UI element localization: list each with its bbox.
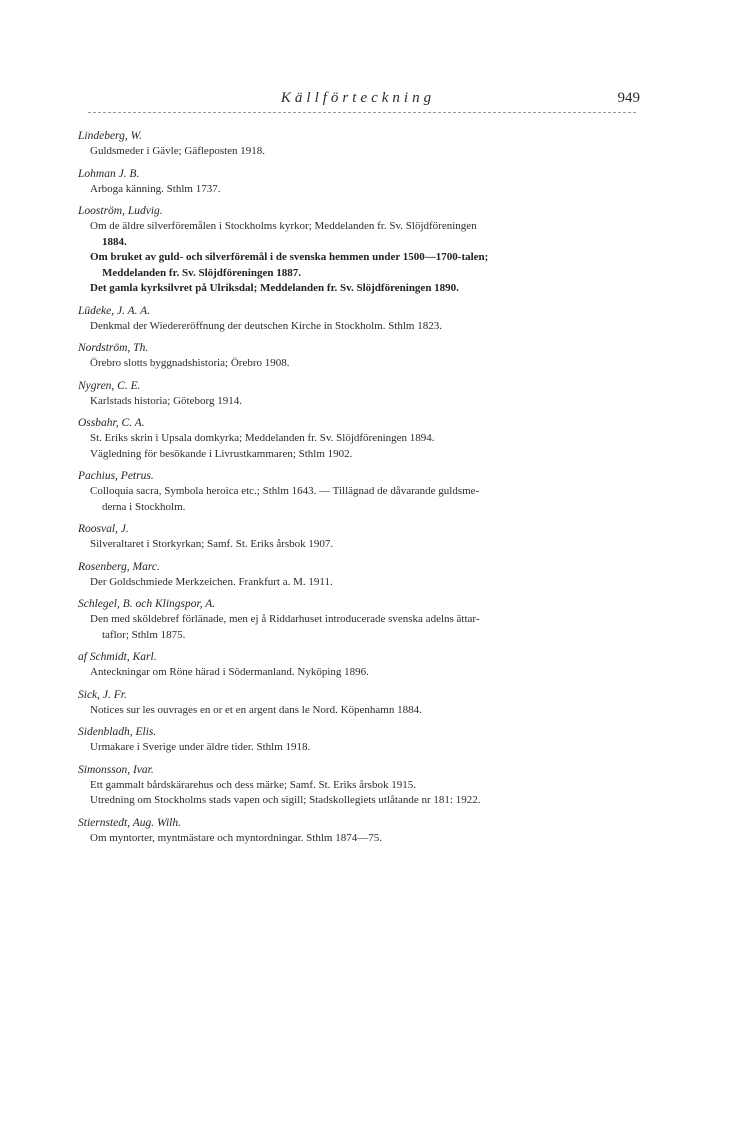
entry-work-line: Vägledning för besökande i Livrustkammaren; Sthlm 1902. [90,447,353,460]
entry-work-line: Om bruket av guld- och silverföremål i de svenska hemmen under 1500—1700-talen; [90,251,489,263]
entry-work-line: Colloquia sacra, Symbola heroica etc.; Sthlm 1643. — Tillägnad de dåvarande guldsme- [90,485,480,497]
entry-author: Lüdeke, J. A. A. [78,304,151,317]
entry-work-line: St. Eriks skrin i Upsala domkyrka; Meddelanden fr. Sv. Slöjdföreningen 1894. [90,432,435,444]
bibliography-entry [78,596,648,643]
entry-work-line: Ett gammalt bårdskärarehus och dess märke; Samf. St. Eriks årsbok 1915. [90,778,416,791]
entry-work-line: Notices sur les ouvrages en or et en argent dans le Nord. Köpenhamn 1884. [90,703,422,716]
entry-author: Schlegel, B. och Klingspor, A. [78,598,216,610]
bibliography-list [78,128,648,852]
bibliography-entry [78,468,648,515]
bibliography-entry [78,378,648,410]
entry-author: Rosenberg, Marc. [78,560,160,573]
entry-work-line: derna i Stockholm. [102,500,186,513]
bibliography-entry [78,166,648,198]
entry-author: Nygren, C. E. [78,379,141,392]
entry-work-line: Anteckningar om Röne härad i Södermanland. Nyköping 1896. [90,666,369,678]
entry-author: Sick, J. Fr. [78,688,127,701]
bibliography-entry [78,649,648,681]
bibliography-entry [78,687,648,719]
entry-work-line: taflor; Sthlm 1875. [102,628,186,641]
entry-author: Lohman J. B. [78,167,140,180]
entry-work-line: Om myntorter, myntmästare och myntordningar. Sthlm 1874—75. [90,831,382,844]
entry-work-line: Der Goldschmiede Merkzeichen. Frankfurt a. M. 1911. [90,575,333,588]
entry-work-line: Urmakare i Sverige under äldre tider. Sthlm 1918. [90,741,311,753]
header-rule [88,112,636,113]
entry-author: Nordström, Th. [78,342,149,354]
entry-author: Sidenbladh, Elis. [78,726,157,738]
bibliography-entry [78,559,648,591]
bibliography-entry [78,203,648,297]
entry-work-line: Örebro slotts byggnadshistoria; Örebro 1908. [90,357,290,369]
entry-work-line: Karlstads historia; Göteborg 1914. [90,394,242,407]
entry-work-line: Om de äldre silverföremålen i Stockholms kyrkor; Meddelanden fr. Sv. Slöjdföreningen [90,220,477,232]
running-title: Källförteckning [280,90,436,106]
page-number: 949 [617,90,640,106]
entry-work-line: Det gamla kyrksilvret på Ulriksdal; Meddelanden fr. Sv. Slöjdföreningen 1890. [90,282,459,294]
entry-work-line: Meddelanden fr. Sv. Slöjdföreningen 1887. [102,266,301,279]
entry-work-line: Den med sköldebref förlänade, men ej å Riddarhuset introducerade svenska adelns ättar- [90,613,480,625]
entry-author: Lindeberg, W. [78,130,142,142]
entry-work-line: Utredning om Stockholms stads vapen och sigill; Stadskollegiets utlåtande nr 181: 1922. [90,794,481,806]
entry-author: Ossbahr, C. A. [78,417,145,429]
bibliography-entry [78,762,648,809]
bibliography-entry [78,128,648,160]
entry-author: Stiernstedt, Aug. Wilh. [78,816,181,829]
entry-author: Looström, Ludvig. [78,205,163,217]
entry-author: Simonsson, Ivar. [78,763,154,776]
bibliography-entry [78,815,648,847]
bibliography-entry [78,415,648,462]
entry-work-line: Denkmal der Wiedereröffnung der deutschen Kirche in Stockholm. Sthlm 1823. [90,319,442,332]
page-header [80,88,640,114]
entry-author: Pachius, Petrus. [78,470,154,482]
bibliography-entry [78,724,648,756]
entry-work-line: Arboga känning. Sthlm 1737. [90,182,221,195]
entry-work-line: 1884. [102,235,127,248]
bibliography-entry [78,340,648,372]
entry-work-line: Guldsmeder i Gävle; Gäfleposten 1918. [90,145,266,157]
entry-author: af Schmidt, Karl. [78,651,157,663]
entry-work-line: Silveraltaret i Storkyrkan; Samf. St. Eriks årsbok 1907. [90,538,334,550]
bibliography-entry [78,521,648,553]
bibliography-entry [78,303,648,335]
entry-author: Roosval, J. [78,523,129,535]
